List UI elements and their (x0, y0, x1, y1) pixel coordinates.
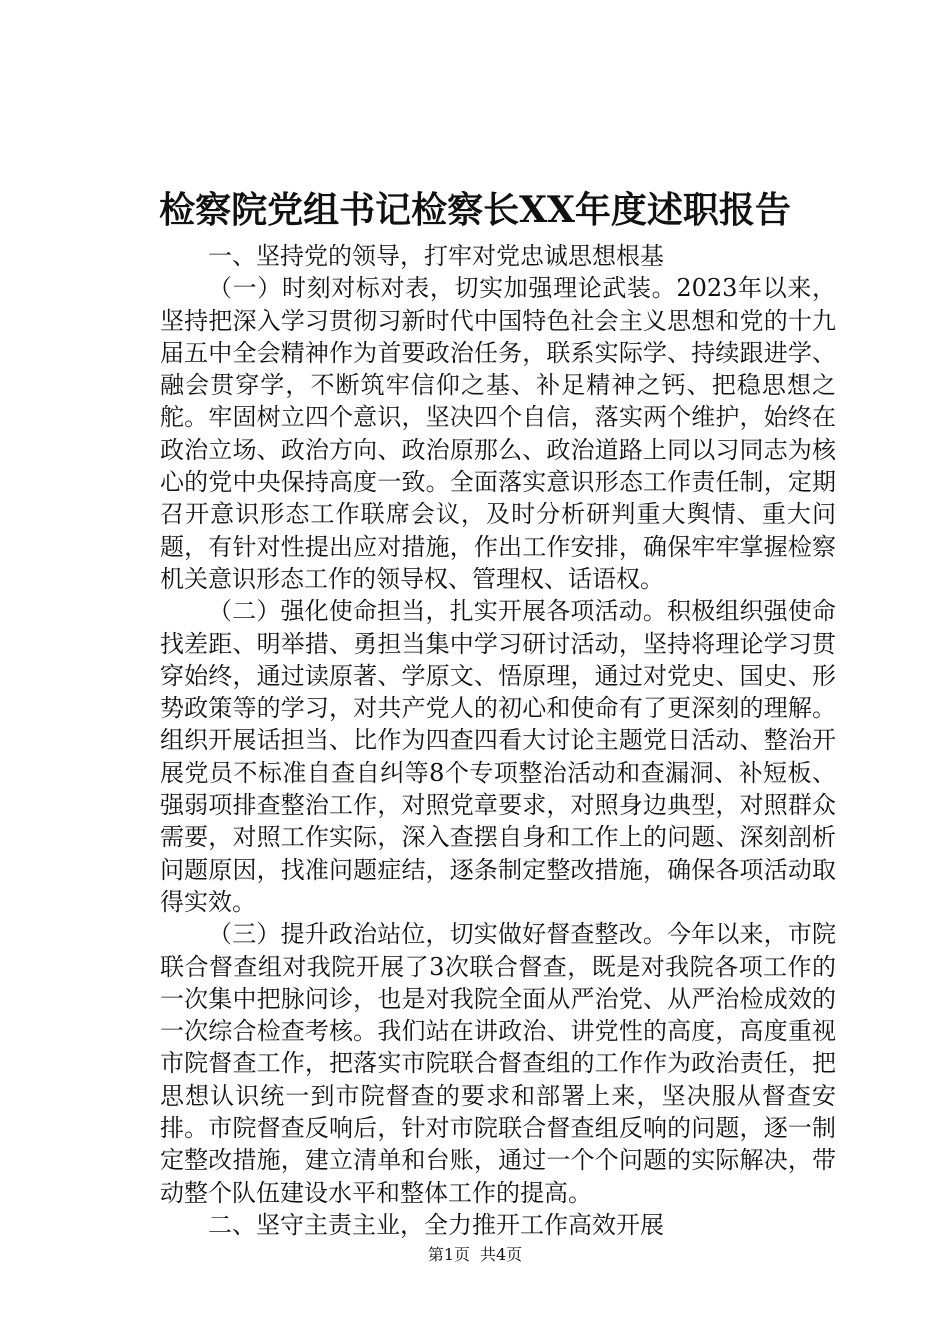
paragraph-2: （二）强化使命担当，扎实开展各项活动。积极组织强使命找差距、明举措、勇担当集中学习研讨活动，坚持将理论学习贯穿始终，通过读原著、学原文、悟原理，通过对党史、国史、形势政策等的学习，对共产党人的初心和使命有了更深刻的理解。组织开展话担当、比作为四查四看大讨论主题党日活动、整治开展党员不标准自查自纠等8个专项整治活动和查漏洞、补短板、强弱项排查整治工作，对照党章要求，对照身边典型，对照群众需要，对照工作实际，深入查摆自身和工作上的问题、深刻剖析问题原因，找准问题症结，逐条制定整改措施，确保各项活动取得实效。 (160, 597, 836, 916)
page-number: 第1页 (427, 1245, 470, 1264)
paragraph-3: （三）提升政治站位，切实做好督查整改。今年以来，市院联合督查组对我院开展了3次联合督查，既是对我院各项工作的一次集中把脉问诊，也是对我院全面从严治党、从严治检成效的一次综合检查考核。我们站在讲政治、讲党性的高度，高度重视市院督查工作，把落实市院联合督查组的工作作为政治责任，把思想认识统一到市院督查的要求和部署上来，坚决服从督查安排。市院督查反响后，针对市院联合督查组反响的问题，逐一制定整改措施，建立清单和台账，通过一个个问题的实际解决，带动整个队伍建设水平和整体工作的提高。 (160, 920, 836, 1207)
section-heading-1: 一、坚持党的领导，打牢对党忠诚思想根基 (208, 242, 664, 270)
document-body (160, 240, 836, 1241)
document-title: 检察院党组书记检察长XX年度述职报告 (159, 189, 791, 231)
section-heading-2: 二、坚守主责主业，全力推开工作高效开展 (208, 1210, 664, 1239)
page-total: 共4页 (480, 1245, 523, 1264)
page-footer (0, 1244, 950, 1266)
paragraph-1: （一）时刻对标对表，切实加强理论武装。2023年以来，坚持把深入学习贯彻习新时代中国特色社会主义思想和党的十九届五中全会精神作为首要政治任务，联系实际学、持续跟进学、融会贯穿学，不断筑牢信仰之基、补足精神之钙、把稳思想之舵。牢固树立四个意识，坚决四个自信，落实两个维护，始终在政治立场、政治方向、政治原那么、政治道路上同以习同志为核心的党中央保持高度一致。全面落实意识形态工作责任制，定期召开意识形态工作联席会议，及时分析研判重大舆情、重大问题，有针对性提出应对措施，作出工作安排，确保牢牢掌握检察机关意识形态工作的领导权、管理权、话语权。 (160, 274, 836, 593)
